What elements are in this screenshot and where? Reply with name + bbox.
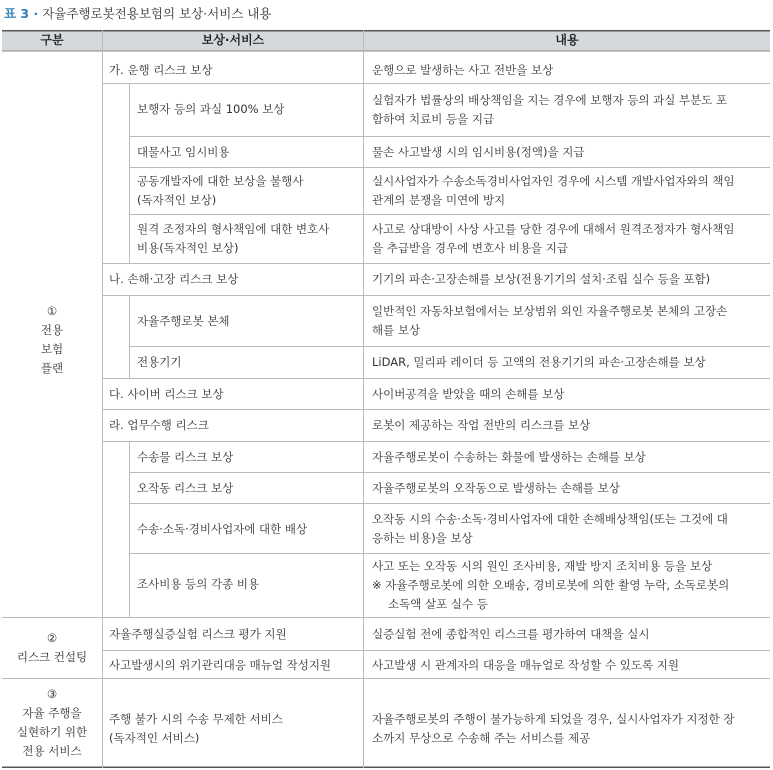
group-label-dedicated-insurance-plan: ① 전용 보험 플랜 (40, 304, 64, 375)
table-caption (4, 4, 272, 22)
row-note-investigation-costs: ※ 자율주행로봇에 의한 오배송, 경비로봇에 의한 촬영 누락, 소독로봇의 소독액 살포 실수 등 (372, 578, 730, 611)
header-content: 내용 (555, 33, 579, 47)
row-content-robot-body: 일반적인 자동차보험에서는 보상범위 외인 자율주행로봇 본체의 고장손 해를 보상 (372, 304, 728, 337)
row-content-dedicated-equipment: LiDAR, 밀리파 레이더 등 고액의 전용기기의 파손·고장손해를 보상 (372, 355, 706, 369)
table-number: 표 3 · (4, 6, 39, 21)
row-content-co-developer: 실시사업자가 수송소독경비사업자인 경우에 시스템 개발사업자와의 책임 관계의 분쟁을 미연에 방지 (372, 174, 735, 207)
row-content-cargo-risk: 자율주행로봇이 수송하는 화물에 발생하는 손해를 보상 (372, 450, 646, 464)
row-content-remote-operator-lawyer: 사고로 상대방이 사상 사고를 당한 경우에 대해서 원격조정자가 형사책임 을 추급받을 경우에 변호사 비용을 지급 (372, 222, 735, 255)
row-content-business-risk: 로봇이 제공하는 작업 전반의 리스크를 보상 (372, 418, 591, 432)
group-label-risk-consulting: ② 리스크 컨설팅 (16, 631, 88, 664)
row-content-cyber-risk: 사이버공격을 받았을 때의 손해를 보상 (372, 387, 565, 401)
row-content-investigation-costs: 사고 또는 오작동 시의 원인 조사비용, 재발 방지 조치비용 등을 보상 (372, 559, 713, 573)
row-item-business-risk: 라. 업무수행 리스크 (109, 418, 209, 432)
row-item-dedicated-equipment: 전용기기 (137, 355, 182, 369)
row-item-unlimited-transport: 주행 불가 시의 수송 무제한 서비스 (독자적인 서비스) (109, 712, 283, 745)
row-content-property-accident: 물손 사고발생 시의 임시비용(정액)을 지급 (372, 145, 585, 159)
row-item-malfunction-risk: 오작동 리스크 보상 (137, 481, 234, 495)
row-item-damage-failure-risk: 나. 손해·고장 리스크 보상 (109, 272, 239, 286)
row-item-pedestrian-fault: 보행자 등의 과실 100% 보상 (137, 102, 285, 116)
row-item-cargo-risk: 수송물 리스크 보상 (137, 450, 234, 464)
row-content-risk-assessment-support: 실증실험 전에 종합적인 리스크를 평가하여 대책을 실시 (372, 627, 650, 641)
row-content-operator-liability: 오작동 시의 수송·소독·경비사업자에 대한 손해배상책임(또는 그것에 대 응하는 비용)을 보상 (372, 512, 728, 545)
row-content-malfunction-risk: 자율주행로봇의 오작동으로 발생하는 손해를 보상 (372, 481, 620, 495)
row-item-risk-assessment-support: 자율주행실증실험 리스크 평가 지원 (109, 627, 287, 641)
compensation-table (2, 30, 770, 768)
row-item-property-accident: 대물사고 임시비용 (137, 145, 230, 159)
row-item-co-developer: 공동개발자에 대한 보상을 불행사 (독자적인 보상) (137, 174, 304, 207)
header-category: 구분 (40, 33, 64, 47)
group-label-dedicated-service: ③ 자율 주행을 실현하기 위한 전용 서비스 (16, 687, 88, 758)
row-item-robot-body: 자율주행로봇 본체 (137, 314, 230, 328)
row-item-operation-risk: 가. 운행 리스크 보상 (109, 63, 213, 77)
row-item-operator-liability: 수송·소독·경비사업자에 대한 배상 (137, 522, 308, 536)
table-title: 자율주행로봇전용보험의 보상·서비스 내용 (42, 6, 272, 21)
row-item-investigation-costs: 조사비용 등의 각종 비용 (137, 577, 260, 591)
row-item-crisis-manual-support: 사고발생시의 위기관리대응 매뉴얼 작성지원 (109, 658, 332, 672)
row-content-operation-risk: 운행으로 발생하는 사고 전반을 보상 (372, 63, 554, 77)
row-item-remote-operator-lawyer: 원격 조정자의 형사책임에 대한 변호사 비용(독자적인 보상) (137, 222, 330, 255)
row-item-cyber-risk: 다. 사이버 리스크 보상 (109, 387, 224, 401)
header-service: 보상·서비스 (201, 33, 265, 47)
row-content-crisis-manual-support: 사고발생 시 관계자의 대응을 매뉴얼로 작성할 수 있도록 지원 (372, 658, 679, 672)
row-content-damage-failure-risk: 기기의 파손·고장손해를 보상(전용기기의 설치·조립 실수 등을 포함) (372, 272, 711, 286)
row-content-pedestrian-fault: 실험자가 법률상의 배상책임을 지는 경우에 보행자 등의 과실 부분도 포 함하여 치료비 등을 지급 (372, 93, 728, 126)
row-content-unlimited-transport: 자율주행로봇의 주행이 불가능하게 되었을 경우, 실시사업자가 지정한 장 소까지 무상으로 수송해 주는 서비스를 제공 (372, 712, 735, 745)
